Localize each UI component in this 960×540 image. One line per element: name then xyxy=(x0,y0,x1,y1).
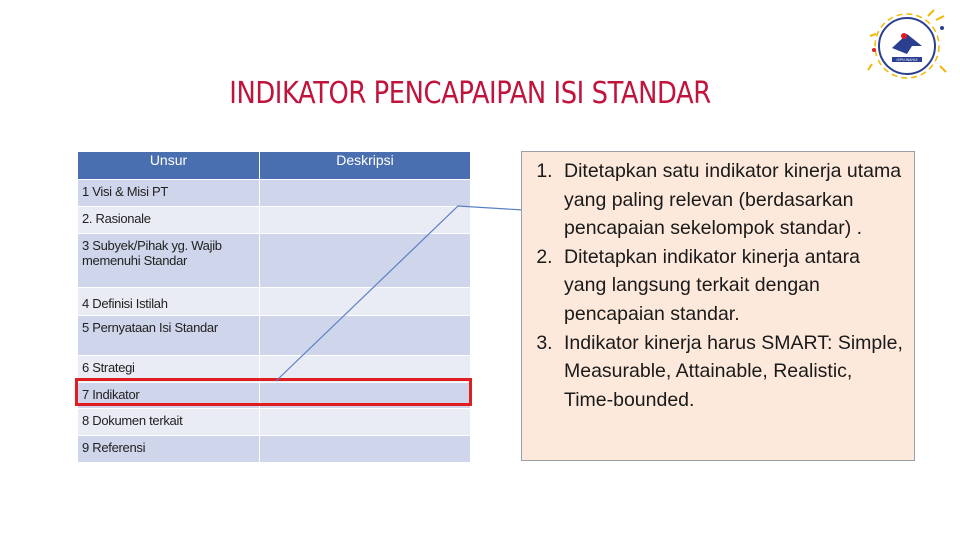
header-unsur: Unsur xyxy=(78,152,260,180)
description-item: 3. Indikator kinerja harus SMART: Simple, Measurable, Attainable, Realistic, Time-bounded. xyxy=(558,329,904,415)
row-deskripsi xyxy=(260,316,471,356)
table-row xyxy=(78,180,471,207)
row-deskripsi xyxy=(260,288,471,316)
row-deskripsi xyxy=(260,180,471,207)
standard-table xyxy=(77,151,471,463)
row-deskripsi xyxy=(260,409,471,436)
institution-logo xyxy=(862,6,952,82)
indikator-highlight-frame xyxy=(75,378,472,406)
row-unsur: 3 Subyek/Pihak yg. Wajib memenuhi Standar xyxy=(78,234,260,288)
description-box xyxy=(521,151,915,461)
row-unsur: 6 Strategi xyxy=(78,356,260,383)
row-unsur: 4 Definisi Istilah xyxy=(78,288,260,316)
row-unsur: 5 Pernyataan Isi Standar xyxy=(78,316,260,356)
row-unsur: 8 Dokumen terkait xyxy=(78,409,260,436)
table-row xyxy=(78,316,471,356)
table-row xyxy=(78,207,471,234)
table-row xyxy=(78,234,471,288)
slide-title: INDIKATOR PENCAPAIPAN ISI STANDAR xyxy=(229,76,711,111)
row-unsur: 7 Indikator xyxy=(78,383,260,409)
table-row xyxy=(78,288,471,316)
description-item: 1. Ditetapkan satu indikator kinerja utama yang paling relevan (berdasarkan pencapaian sekelompok standar) . xyxy=(558,157,904,243)
table-row xyxy=(78,409,471,436)
row-deskripsi xyxy=(260,207,471,234)
row-deskripsi xyxy=(260,234,471,288)
header-deskripsi: Deskripsi xyxy=(260,152,471,180)
row-unsur: 2. Rasionale xyxy=(78,207,260,234)
table-row xyxy=(78,436,471,463)
description-item: 2. Ditetapkan indikator kinerja antara yang langsung terkait dengan pencapaian standar. xyxy=(558,243,904,329)
svg-text:ISPN INAHUI: ISPN INAHUI xyxy=(896,58,918,62)
row-unsur: 1 Visi & Misi PT xyxy=(78,180,260,207)
row-deskripsi xyxy=(260,436,471,463)
row-unsur: 9 Referensi xyxy=(78,436,260,463)
